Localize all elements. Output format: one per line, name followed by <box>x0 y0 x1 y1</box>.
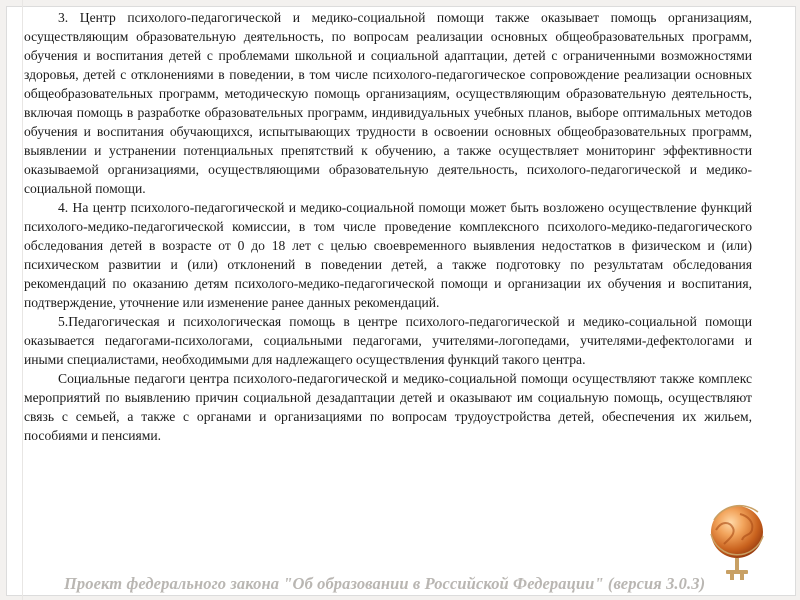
footer-caption: Проект федерального закона "Об образовании в Российской Федерации" (версия 3.0.3) <box>64 574 706 593</box>
paragraph-social-pedagogues: Социальные педагоги центра психолого-педагогической и медико-социальной помощи осуществляют также комплекс мероприятий по выявлению причин социальной дезадаптации детей и оказывают им социальную помощь, осуществляют связь с семьей, а также с органами и организациями по вопросам трудоустройства детей, обеспечения их жильем, пособиями и пенсиями. <box>24 371 752 443</box>
paragraph-5: 5.Педагогическая и психологическая помощь в центре психолого-педагогической и медико-социальной помощи оказывается педагогами-психологами, социальными педагогами, учителями-логопедами, учителями-дефектологами и иными специалистами, необходимыми для надлежащего осуществления функций такого центра. <box>24 314 752 367</box>
document-body <box>24 8 752 445</box>
paragraph-3: 3. Центр психолого-педагогической и медико-социальной помощи также оказывает помощь организациям, осуществляющим образовательную деятельность, по вопросам реализации основных общеобразовательных программ, обучения и воспитания детей с проблемами школьной и социальной адаптации, детей с ограниченными возможностями здоровья, детей с отклонениями в поведении, в том числе психолого-педагогическое сопровождение реализации основных общеобразовательных программ, методическую помощь организациям, осуществляющим образовательную деятельность, включая помощь в разработке образовательных программ, индивидуальных учебных планов, выборе оптимальных методов обучения и воспитания обучающихся, испытывающих трудности в освоении основных общеобразовательных программ, выявлении и устранении потенциальных препятствий к обучению, а также осуществляет мониторинг эффективности оказываемой организациями, осуществляющими образовательную деятельность, психолого-педагогической и медико-социальной помощи. <box>24 10 752 196</box>
paragraph-4: 4. На центр психолого-педагогической и медико-социальной помощи может быть возложено осуществление функций психолого-медико-педагогической комиссии, в том числе проведение комплексного психолого-медико-педагогического обследования детей в возрасте от 0 до 18 лет с целью своевременного выявления недостатков в физическом и (или) психическом развитии и (или) отклонений в поведении детей, а также подготовку по результатам обследования рекомендаций по оказанию детям психолого-медико-педагогической помощи и организации их обучения и воспитания, подтверждение, уточнение или изменение ранее данных рекомендаций. <box>24 200 752 310</box>
globe-icon <box>706 500 768 582</box>
left-divider-line <box>22 0 23 600</box>
